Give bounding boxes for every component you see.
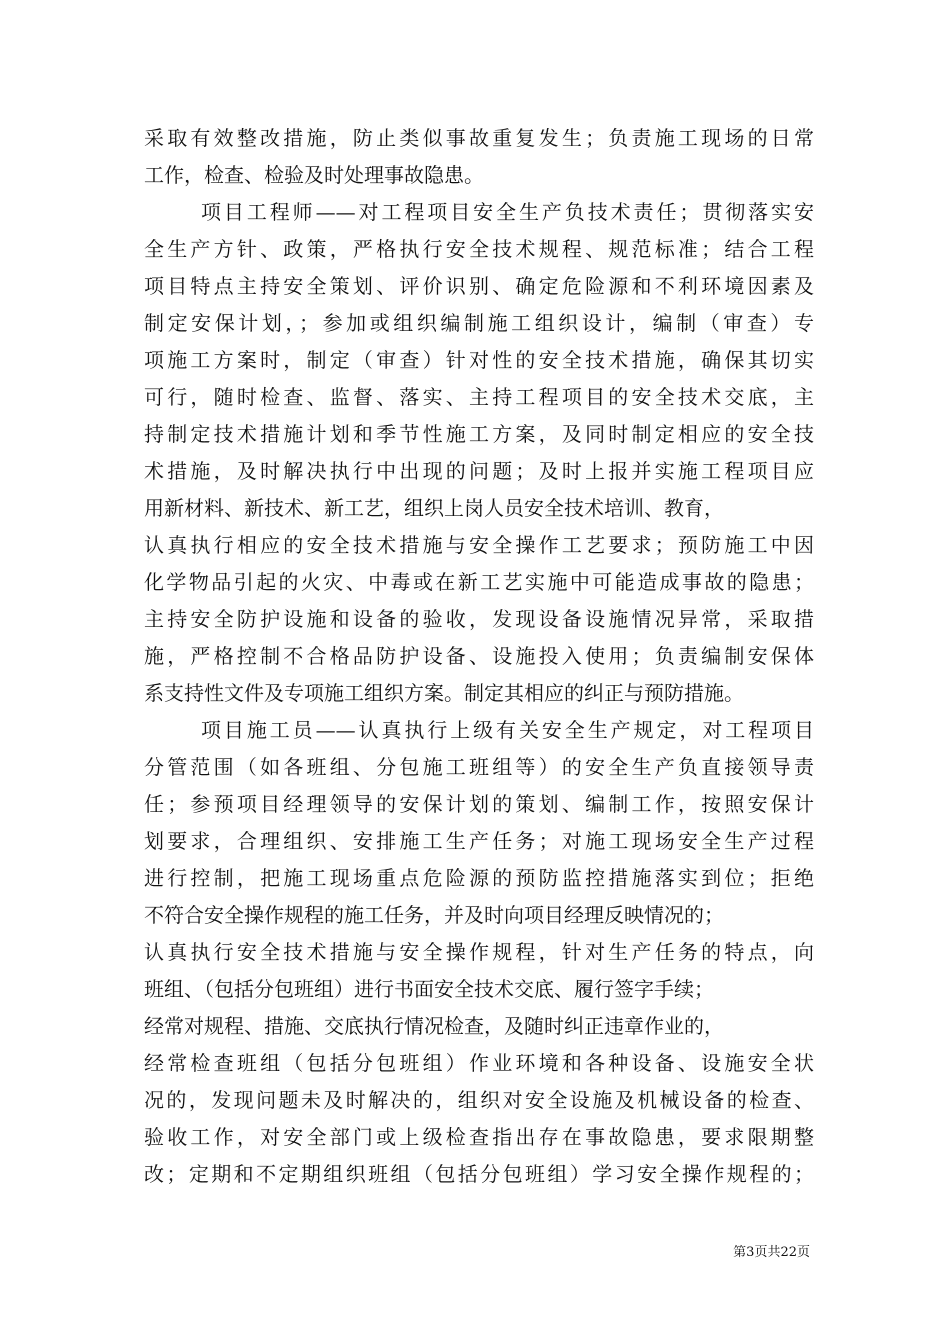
text-line: 改；定期和不定期组织班组（包括分包班组）学习安全操作规程的； (144, 1162, 814, 1186)
text-line: 经常检查班组（包括分包班组）作业环境和各种设备、设施安全状 (144, 1051, 814, 1075)
text-line: 项目特点主持安全策划、评价识别、确定危险源和不利环境因素及 (144, 274, 814, 298)
text-line: 班组、（包括分包班组）进行书面安全技术交底、履行签字手续； (144, 977, 714, 1001)
text-line: 全生产方针、政策，严格执行安全技术规程、规范标准；结合工程 (144, 237, 814, 261)
text-line: 分管范围（如各班组、分包施工班组等）的安全生产负直接领导责 (144, 755, 814, 779)
text-line: 不符合安全操作规程的施工任务，并及时向项目经理反映情况的； (144, 903, 724, 927)
text-line: 进行控制，把施工现场重点危险源的预防监控措施落实到位；拒绝 (144, 866, 814, 890)
text-line: 系支持性文件及专项施工组织方案。制定其相应的纠正与预防措施。 (144, 681, 744, 705)
text-line: 任；参预项目经理领导的安保计划的策划、编制工作，按照安保计 (144, 792, 814, 816)
text-line: 认真执行安全技术措施与安全操作规程，针对生产任务的特点，向 (144, 940, 814, 964)
text-line: 项施工方案时，制定（审查）针对性的安全技术措施，确保其切实 (144, 348, 814, 372)
text-line: 项目施工员——认真执行上级有关安全生产规定，对工程项目 (201, 718, 814, 742)
text-line: 划要求，合理组织、安排施工生产任务；对施工现场安全生产过程 (144, 829, 814, 853)
text-line: 验收工作，对安全部门或上级检查指出存在事故隐患，要求限期整 (144, 1125, 814, 1149)
text-line: 术措施，及时解决执行中出现的问题；及时上报并实施工程项目应 (144, 459, 814, 483)
text-line: 认真执行相应的安全技术措施与安全操作工艺要求；预防施工中因 (144, 533, 814, 557)
text-line: 项目工程师——对工程项目安全生产负技术责任；贯彻落实安 (201, 200, 814, 224)
body-text (144, 120, 814, 1193)
text-line: 工作，检查、检验及时处理事故隐患。 (144, 163, 484, 187)
text-line: 化学物品引起的火灾、中毒或在新工艺实施中可能造成事故的隐患； (144, 570, 814, 594)
text-line: 主持安全防护设施和设备的验收，发现设备设施情况异常，采取措 (144, 607, 814, 631)
page-number: 第3页共22页 (733, 1245, 810, 1260)
text-line: 经常对规程、措施、交底执行情况检查，及随时纠正违章作业的， (144, 1014, 724, 1038)
text-line: 施，严格控制不合格品防护设备、设施投入使用；负责编制安保体 (144, 644, 814, 668)
text-line: 持制定技术措施计划和季节性施工方案，及同时制定相应的安全技 (144, 422, 814, 446)
text-line: 况的，发现问题未及时解决的，组织对安全设施及机械设备的检查、 (144, 1088, 814, 1112)
text-line: 制定安保计划，；参加或组织编制施工组织设计，编制（审查）专 (144, 311, 814, 335)
text-line: 用新材料、新技术、新工艺，组织上岗人员安全技术培训、教育， (144, 496, 724, 520)
text-line: 采取有效整改措施，防止类似事故重复发生；负责施工现场的日常 (144, 126, 814, 150)
text-line: 可行，随时检查、监督、落实、主持工程项目的安全技术交底，主 (144, 385, 814, 409)
